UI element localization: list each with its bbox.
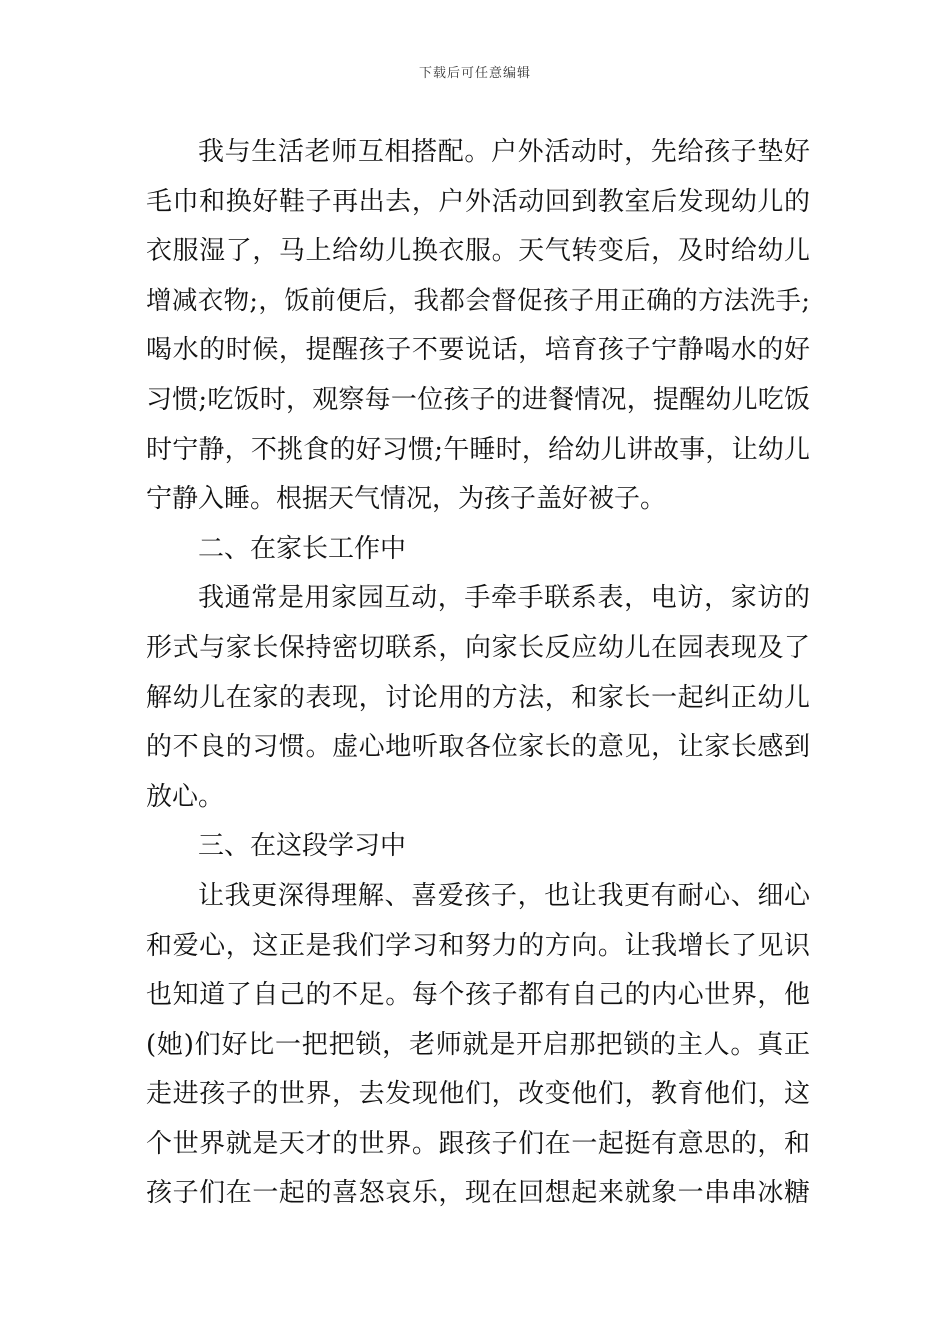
text-line: 和爱心，这正是我们学习和努力的方向。让我增长了见识	[146, 930, 810, 961]
text-line: 放心。	[146, 781, 225, 812]
text-line: 也知道了自己的不足。每个孩子都有自己的内心世界，他	[146, 980, 810, 1011]
text-line: 二、在家长工作中	[198, 533, 407, 564]
text-line: 孩子们在一起的喜怒哀乐，现在回想起来就象一串串冰糖	[146, 1178, 810, 1209]
page-header: 下载后可任意编辑	[418, 66, 531, 81]
text-line: 增减衣物;，饭前便后，我都会督促孩子用正确的方法洗手;	[146, 285, 810, 316]
text-line: 毛巾和换好鞋子再出去，户外活动回到教室后发现幼儿的	[146, 186, 810, 217]
text-line: 宁静入睡。根据天气情况，为孩子盖好被子。	[146, 484, 667, 515]
text-line: (她)们好比一把把锁，老师就是开启那把锁的主人。真正	[146, 1029, 810, 1060]
text-line: 解幼儿在家的表现，讨论用的方法，和家长一起纠正幼儿	[146, 682, 810, 713]
text-line: 的不良的习惯。虚心地听取各位家长的意见，让家长感到	[146, 732, 810, 763]
text-line: 我通常是用家园互动，手牵手联系表，电访，家访的	[198, 583, 810, 614]
text-line: 三、在这段学习中	[198, 831, 407, 862]
text-line: 个世界就是天才的世界。跟孩子们在一起挺有意思的，和	[146, 1128, 810, 1159]
text-line: 衣服湿了，马上给幼儿换衣服。天气转变后，及时给幼儿	[146, 236, 810, 267]
text-line: 时宁静，不挑食的好习惯;午睡时，给幼儿讲故事，让幼儿	[146, 434, 810, 465]
text-line: 习惯;吃饭时，观察每一位孩子的进餐情况，提醒幼儿吃饭	[146, 384, 810, 415]
text-line: 走进孩子的世界，去发现他们，改变他们，教育他们，这	[146, 1079, 810, 1110]
text-line: 我与生活老师互相搭配。户外活动时，先给孩子垫好	[198, 137, 810, 167]
text-line: 让我更深得理解、喜爱孩子，也让我更有耐心、细心	[198, 880, 810, 911]
body-text	[146, 128, 810, 1219]
text-line: 形式与家长保持密切联系，向家长反应幼儿在园表现及了	[146, 632, 810, 663]
text-line: 喝水的时候，提醒孩子不要说话，培育孩子宁静喝水的好	[146, 335, 810, 366]
